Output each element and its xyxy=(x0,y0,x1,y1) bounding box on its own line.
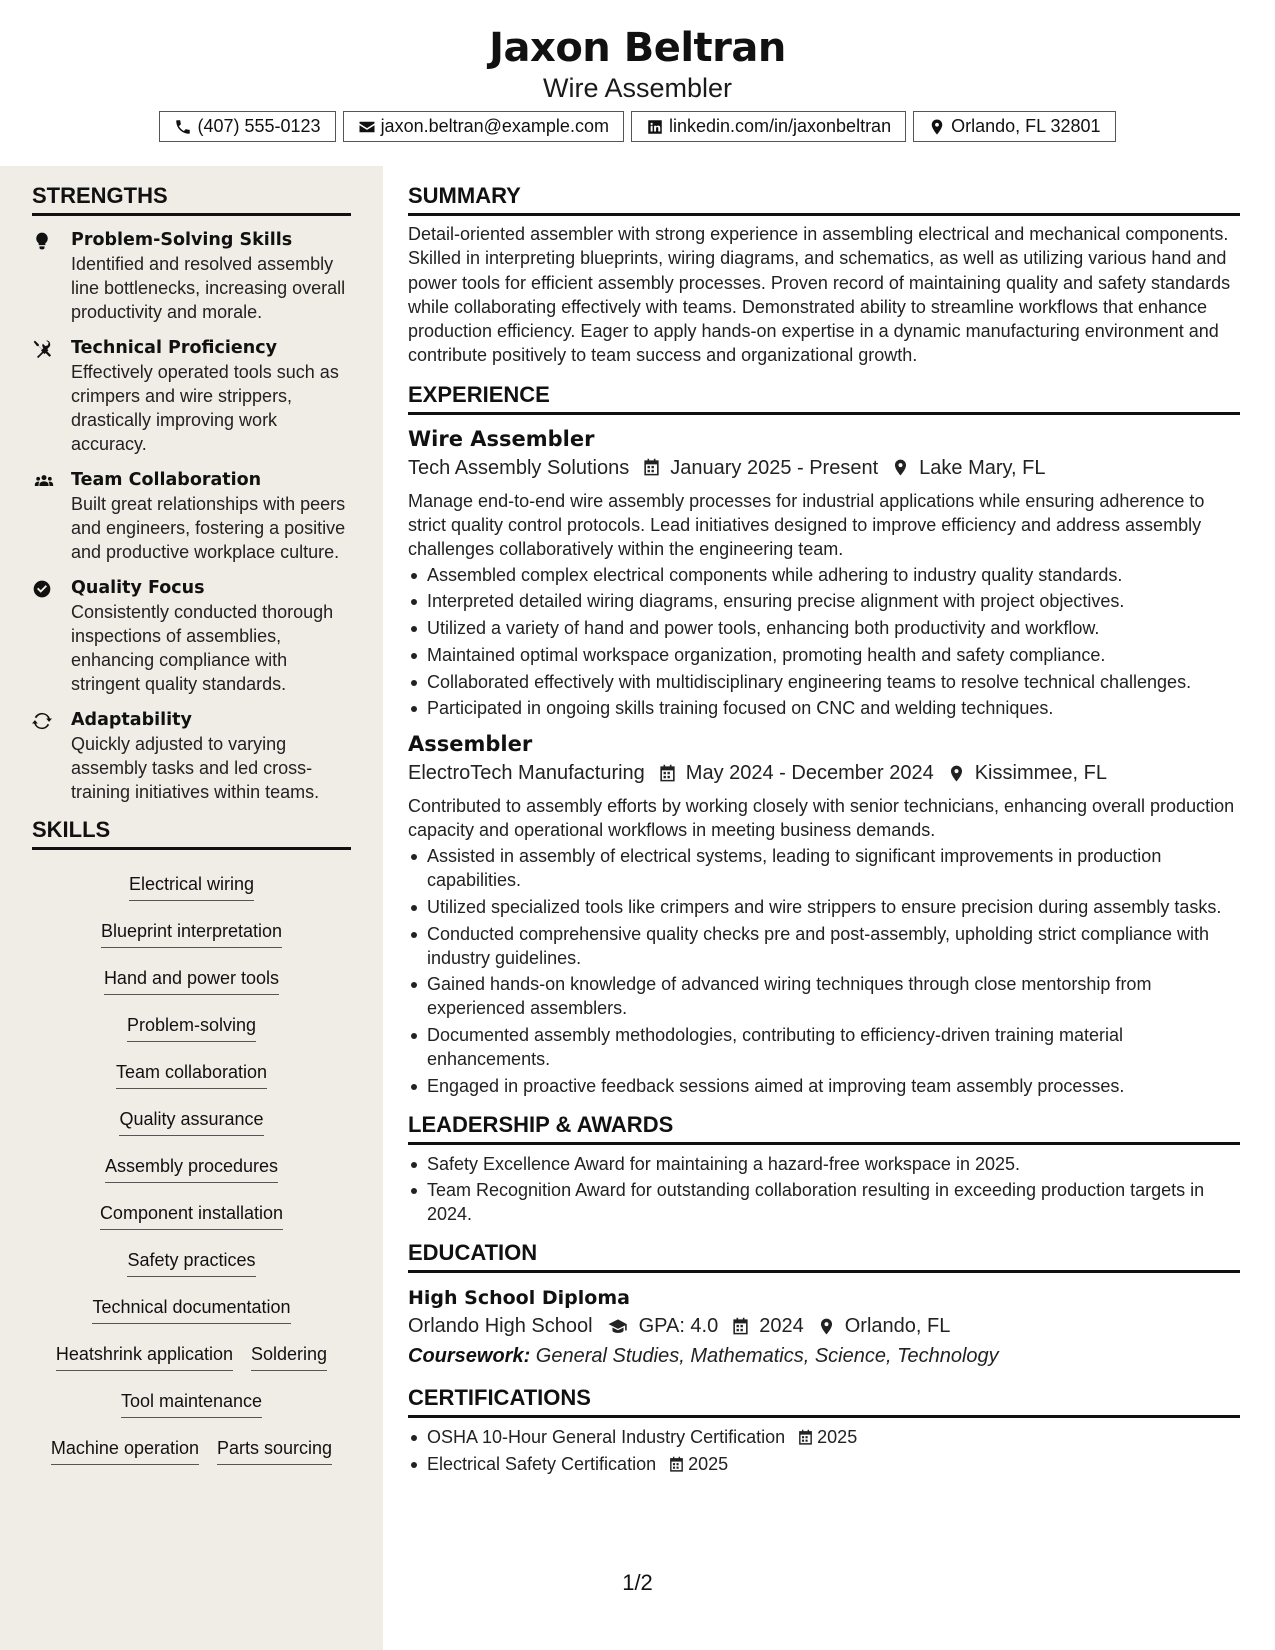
coursework-label: Coursework: xyxy=(408,1345,531,1368)
list-item: Assembled complex electrical components while adhering to industry quality standards. xyxy=(408,563,1240,587)
list-item: Engaged in proactive feedback sessions aimed at improving team assembly processes. xyxy=(408,1074,1240,1098)
experience-title: EXPERIENCE xyxy=(408,382,1240,415)
main-content xyxy=(408,166,1240,1479)
calendar-icon xyxy=(658,764,677,783)
tools-icon xyxy=(32,339,52,359)
strength-desc: Consistently conducted thorough inspections of assemblies, enhancing compliance with stringent quality standards. xyxy=(71,602,334,694)
graduation-cap-icon xyxy=(606,1317,630,1336)
skills-list xyxy=(32,864,351,1475)
job-description: Manage end-to-end wire assembly processes for industrial applications while ensuring adherence to strict quality control protocols. Lead initiatives designed to improve efficiency and address assembly challenges collaboratively within the engineering team. xyxy=(408,490,1205,559)
job-entry xyxy=(408,730,1240,1097)
strength-item xyxy=(32,336,357,456)
skills-row xyxy=(32,958,351,1005)
coursework-text: General Studies, Mathematics, Science, Technology xyxy=(530,1345,999,1368)
job-dates: January 2025 - Present xyxy=(670,456,879,479)
skill-tag: Technical documentation xyxy=(92,1287,290,1324)
phone-icon xyxy=(174,118,192,136)
strength-desc: Effectively operated tools such as crimpers and wire strippers, drastically improving work accuracy. xyxy=(71,362,339,454)
certifications-list xyxy=(408,1425,1240,1476)
edu-year: 2024 xyxy=(759,1315,804,1338)
skill-tag: Electrical wiring xyxy=(129,864,254,901)
skill-tag: Team collaboration xyxy=(116,1052,267,1089)
edu-gpa: GPA: 4.0 xyxy=(638,1315,719,1338)
job-meta xyxy=(408,758,1240,788)
strength-item xyxy=(32,468,357,564)
education-title: EDUCATION xyxy=(408,1240,1240,1273)
skills-row xyxy=(32,864,351,911)
job-company: ElectroTech Manufacturing xyxy=(408,762,645,785)
sync-icon xyxy=(32,711,52,731)
summary-text: Detail-oriented assembler with strong experience in assembling electrical and mechanical components. Skilled in interpreting blueprints, wiring diagrams, and schematics, as well as utilizing various hand and power tools for efficient assembly processes. Proven record of maintaining quality and safety standards while collaborating effectively with teams. Demonstrated ability to streamline workflows that enhance production efficiency. Eager to apply hands-on expertise in a dynamic manufacturing environment and contribute positively to team success and organizational growth. xyxy=(408,224,1231,366)
skills-row xyxy=(32,1240,351,1287)
list-item: Documented assembly methodologies, contributing to efficiency-driven training material enhancements. xyxy=(408,1023,1240,1071)
contact-linkedin-text[interactable]: linkedin.com/in/jaxonbeltran xyxy=(668,116,892,136)
strength-item xyxy=(32,708,357,804)
edu-meta xyxy=(408,1311,1240,1341)
list-item: Safety Excellence Award for maintaining a hazard-free workspace in 2025. xyxy=(408,1152,1240,1176)
skills-row xyxy=(32,1381,351,1428)
skill-tag: Blueprint interpretation xyxy=(101,911,282,948)
job-bullets xyxy=(408,844,1240,1097)
contact-linkedin[interactable] xyxy=(631,111,906,142)
cert-name: Electrical Safety Certification xyxy=(427,1454,657,1475)
strengths-title: STRENGTHS xyxy=(32,183,351,216)
job-meta xyxy=(408,453,1240,483)
skills-row xyxy=(32,1052,351,1099)
job-dates: May 2024 - December 2024 xyxy=(685,762,934,785)
edu-coursework xyxy=(408,1341,1240,1371)
list-item: Utilized a variety of hand and power tools, enhancing both productivity and workflow. xyxy=(408,616,1240,640)
job-title: Wire Assembler xyxy=(408,426,595,451)
strengths-list xyxy=(32,228,357,804)
calendar-icon xyxy=(797,1429,814,1446)
candidate-role: Wire Assembler xyxy=(542,73,733,103)
skill-tag: Quality assurance xyxy=(119,1099,263,1136)
awards-title: LEADERSHIP & AWARDS xyxy=(408,1112,1240,1145)
strength-title: Problem-Solving Skills xyxy=(71,230,293,250)
page-number: 1/2 xyxy=(622,1570,653,1595)
calendar-icon xyxy=(668,1456,685,1473)
skills-row xyxy=(32,1428,351,1475)
skill-tag: Parts sourcing xyxy=(217,1428,332,1465)
skills-row xyxy=(32,1334,351,1381)
skill-tag: Heatshrink application xyxy=(56,1334,233,1371)
skills-row xyxy=(32,1193,351,1240)
skills-row xyxy=(32,1146,351,1193)
job-location: Lake Mary, FL xyxy=(919,456,1046,479)
list-item xyxy=(408,1425,1240,1449)
skills-row xyxy=(32,911,351,958)
contact-phone xyxy=(159,111,335,142)
cert-year: 2025 xyxy=(688,1454,729,1475)
contact-location xyxy=(913,111,1115,142)
strength-title: Team Collaboration xyxy=(71,470,262,490)
list-item: Utilized specialized tools like crimpers and wire strippers to ensure precision during assembly tasks. xyxy=(408,895,1240,919)
list-item: Participated in ongoing skills training focused on CNC and welding techniques. xyxy=(408,696,1240,720)
skill-tag: Component installation xyxy=(100,1193,283,1230)
contact-bar xyxy=(0,111,1275,142)
skills-row xyxy=(32,1005,351,1052)
strength-title: Quality Focus xyxy=(71,578,205,598)
skill-tag: Soldering xyxy=(251,1334,327,1371)
skills-title: SKILLS xyxy=(32,817,351,850)
skills-row xyxy=(32,1287,351,1334)
summary-title: SUMMARY xyxy=(408,183,1240,216)
job-entry xyxy=(408,425,1240,720)
skills-row xyxy=(32,1099,351,1146)
edu-location: Orlando, FL xyxy=(844,1315,951,1338)
list-item xyxy=(408,1452,1240,1476)
list-item: Collaborated effectively with multidisciplinary engineering teams to resolve technical challenges. xyxy=(408,670,1240,694)
lightbulb-icon xyxy=(32,231,52,251)
map-pin-icon xyxy=(891,458,910,477)
edu-degree: High School Diploma xyxy=(408,1287,630,1310)
sidebar xyxy=(0,166,383,1650)
skill-tag: Safety practices xyxy=(127,1240,255,1277)
map-pin-icon xyxy=(947,764,966,783)
calendar-icon xyxy=(642,458,661,477)
calendar-icon xyxy=(731,1317,750,1336)
resume-header xyxy=(0,0,1275,142)
strength-desc: Identified and resolved assembly line bottlenecks, increasing overall productivity and morale. xyxy=(71,254,346,322)
map-pin-icon xyxy=(928,118,946,136)
list-item: Interpreted detailed wiring diagrams, ensuring precise alignment with project objectives. xyxy=(408,589,1240,613)
contact-phone-text: (407) 555-0123 xyxy=(197,116,321,136)
users-icon xyxy=(32,471,56,491)
linkedin-icon xyxy=(646,118,664,136)
skill-tag: Assembly procedures xyxy=(105,1146,278,1183)
job-location: Kissimmee, FL xyxy=(974,762,1107,785)
job-description: Contributed to assembly efforts by working closely with senior technicians, enhancing overall production capacity and operational workflows in meeting business demands. xyxy=(408,796,1235,841)
job-title: Assembler xyxy=(408,732,533,757)
skill-tag: Machine operation xyxy=(51,1428,199,1465)
candidate-name: Jaxon Beltran xyxy=(489,25,786,71)
contact-email[interactable] xyxy=(343,111,624,142)
list-item: Assisted in assembly of electrical systems, leading to significant improvements in production capabilities. xyxy=(408,844,1240,892)
cert-year: 2025 xyxy=(817,1427,858,1448)
job-bullets xyxy=(408,563,1240,720)
edu-school: Orlando High School xyxy=(408,1315,593,1338)
strength-title: Adaptability xyxy=(71,710,192,730)
envelope-icon xyxy=(358,118,376,136)
strength-item xyxy=(32,576,357,696)
cert-name: OSHA 10-Hour General Industry Certification xyxy=(427,1427,786,1448)
skill-tag: Tool maintenance xyxy=(121,1381,262,1418)
strength-desc: Quickly adjusted to varying assembly tasks and led cross-training initiatives within teams. xyxy=(71,734,320,802)
strength-item xyxy=(32,228,357,324)
awards-list xyxy=(408,1152,1240,1227)
contact-location-text: Orlando, FL 32801 xyxy=(951,116,1101,136)
list-item: Gained hands-on knowledge of advanced wiring techniques through close mentorship from experienced assemblers. xyxy=(408,972,1240,1020)
strength-desc: Built great relationships with peers and engineers, fostering a positive and productive workplace culture. xyxy=(71,494,346,562)
contact-email-text[interactable]: jaxon.beltran@example.com xyxy=(380,116,609,136)
check-circle-icon xyxy=(32,579,52,599)
skill-tag: Problem-solving xyxy=(127,1005,256,1042)
strength-title: Technical Proficiency xyxy=(71,338,277,358)
skill-tag: Hand and power tools xyxy=(104,958,279,995)
list-item: Team Recognition Award for outstanding collaboration resulting in exceeding production targets in 2024. xyxy=(408,1178,1240,1226)
map-pin-icon xyxy=(817,1317,836,1336)
certifications-title: CERTIFICATIONS xyxy=(408,1385,1240,1418)
job-company: Tech Assembly Solutions xyxy=(408,456,630,479)
list-item: Conducted comprehensive quality checks pre and post-assembly, upholding strict compliance with industry guidelines. xyxy=(408,922,1240,970)
list-item: Maintained optimal workspace organization, promoting health and safety compliance. xyxy=(408,643,1240,667)
